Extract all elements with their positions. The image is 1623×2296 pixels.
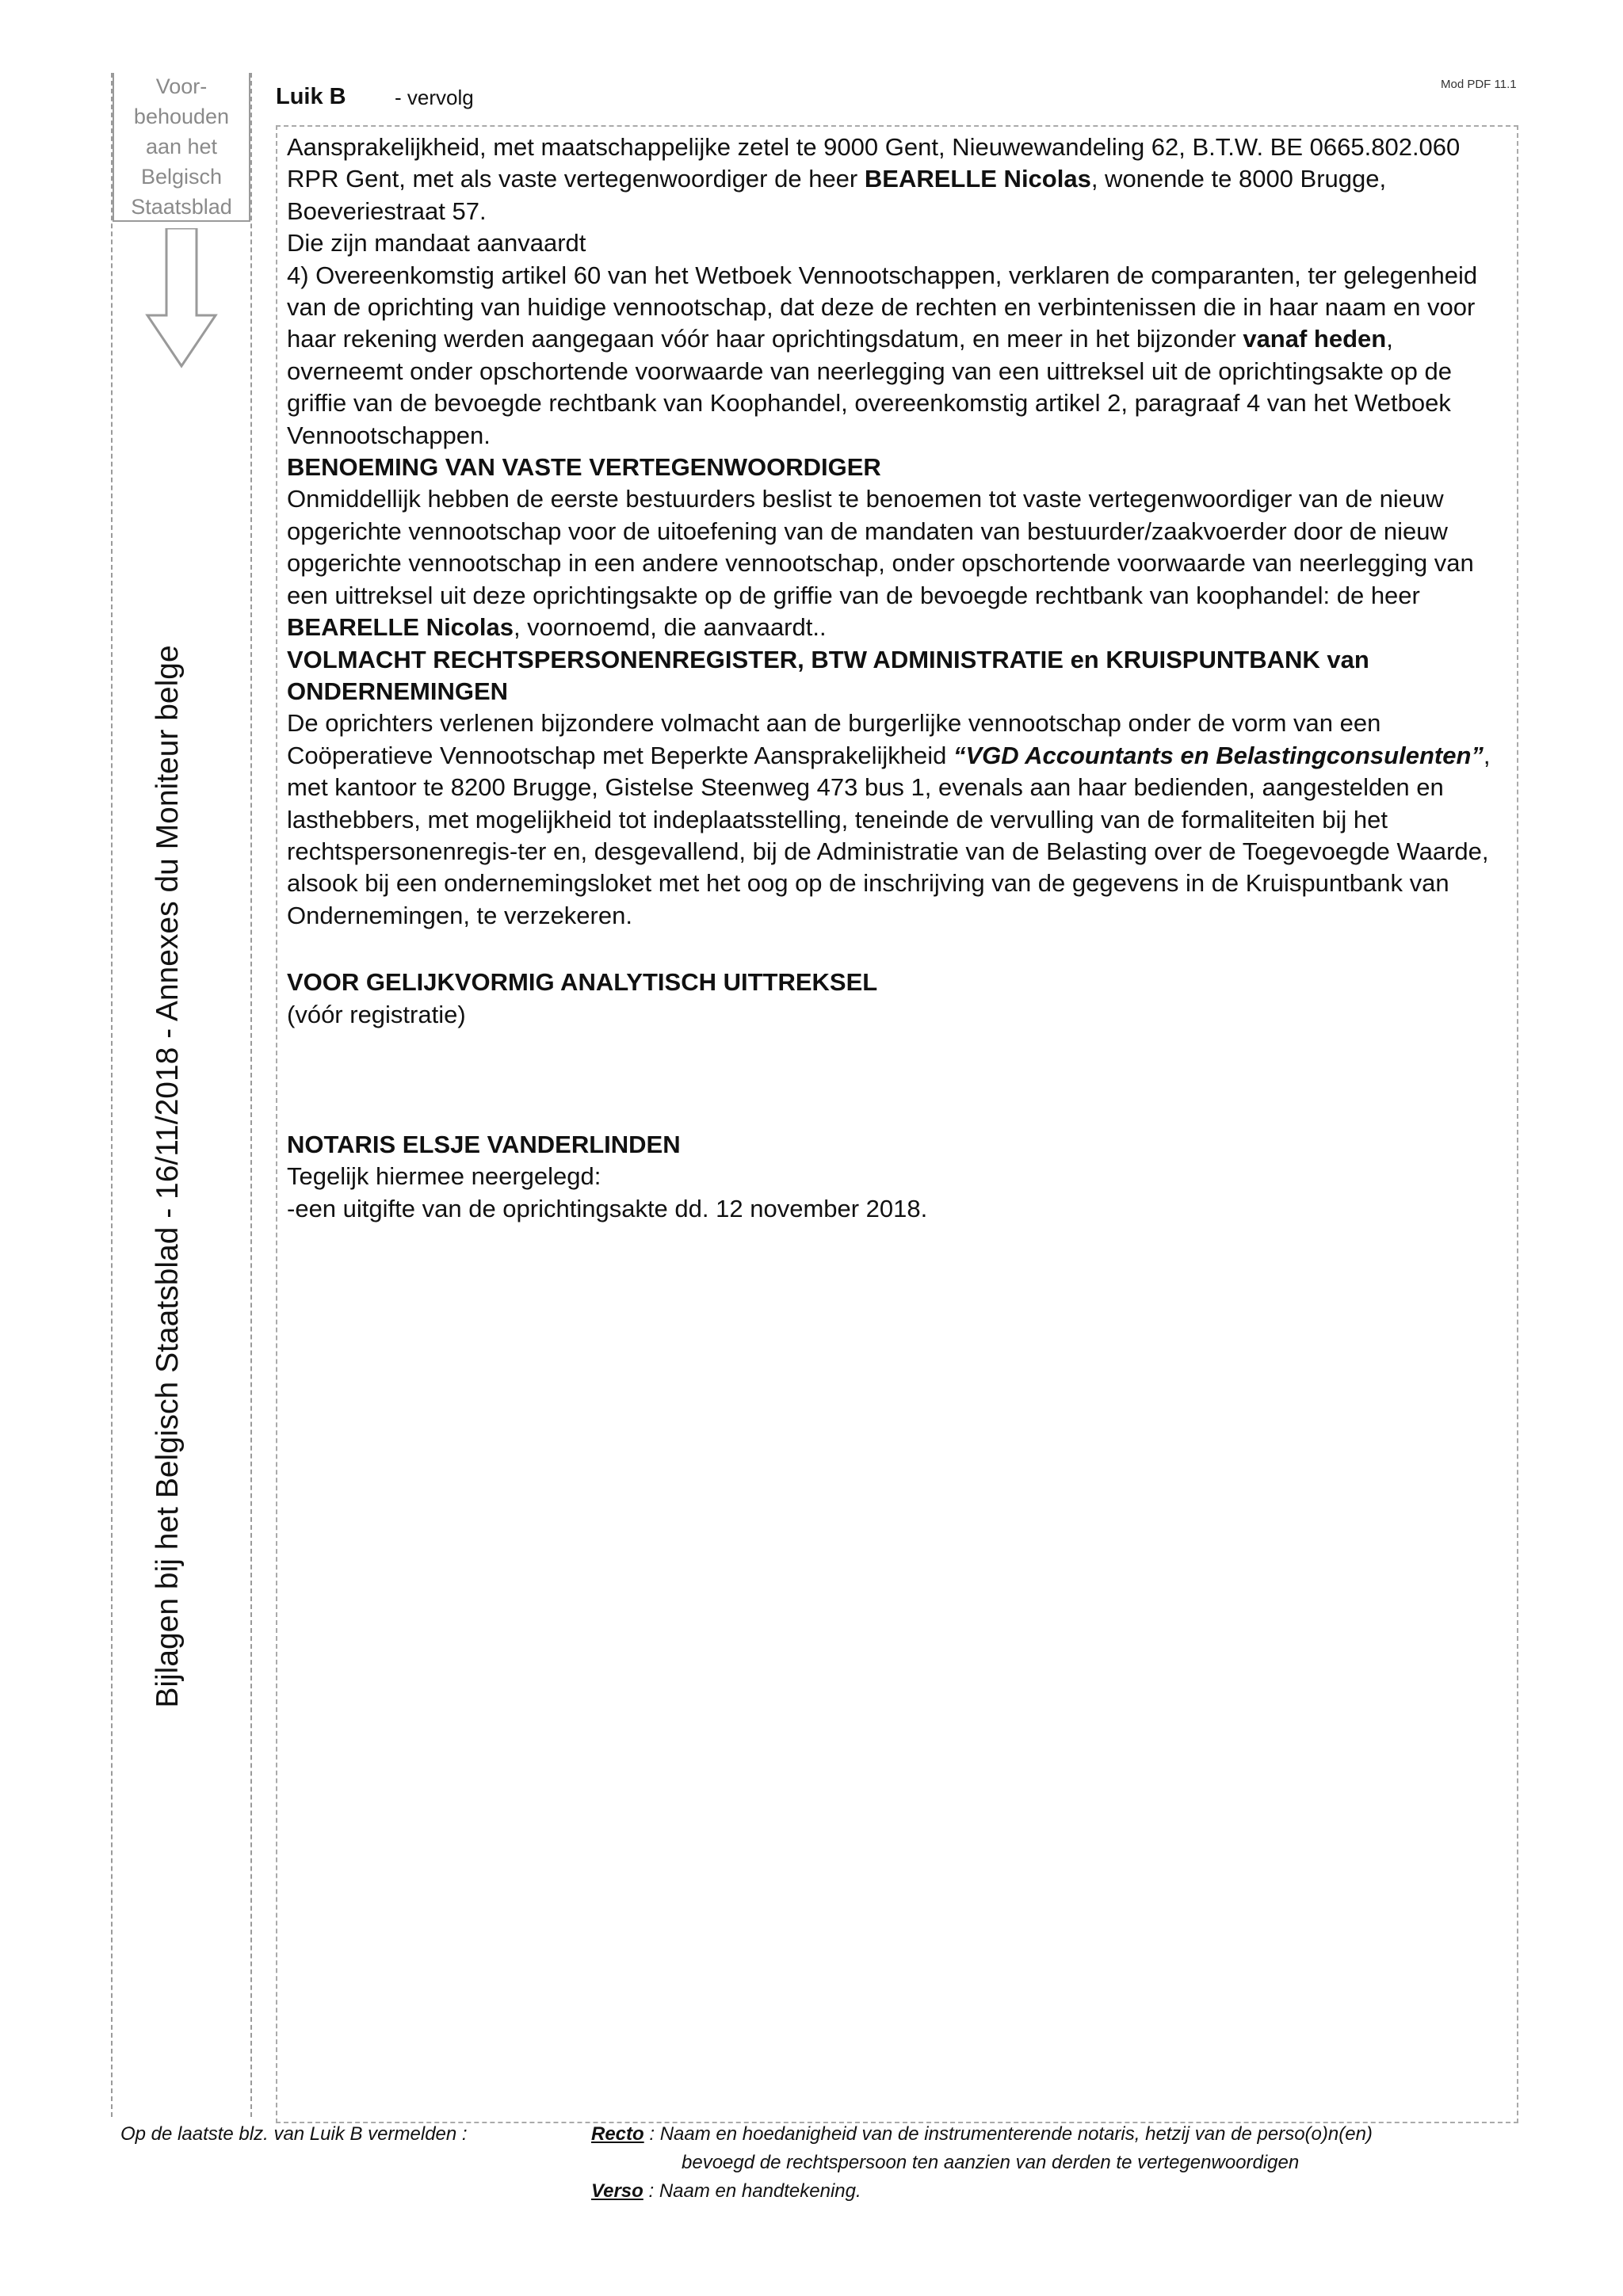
text-run: Onmiddellijk hebben de eerste bestuurders beslist te benoemen tot vaste vertegenwoordiger van de nieuw opgerichte vennootschap voor de uitoefening van de mandaten van bestuurder/zaakvoerder door de nieuw opgerichte vennootschap in een andere vennootschap, onder opschortende voorwaarde van neerlegging van een uittreksel uit deze oprichtingsakte op de griffie van de bevoegde rechtbank van koophandel: de heer — [287, 485, 1474, 609]
heading-text: BENOEMING VAN VASTE VERTEGENWOORDIGER — [287, 453, 881, 482]
paragraph-representative — [287, 132, 1515, 227]
person-name: BEARELLE Nicolas — [864, 165, 1091, 193]
text-run: 4) Overeenkomstig artikel 60 van het Wetboek Vennootschappen, verklaren de comparanten, ter gelegenheid van de oprichting van huidige vennootschap, dat deze de rechten en verbintenissen die in haar naam en voor haar rekening werden aangegaan vóór haar oprichtingsdatum, en meer in het bijzonder — [287, 261, 1478, 353]
heading-text: VOLMACHT RECHTSPERSONENREGISTER, BTW ADMINISTRATIE en KRUISPUNTBANK van ONDERNEMINGEN — [287, 645, 1369, 705]
heading-notary — [287, 1129, 1515, 1161]
verso-label: Verso — [591, 2180, 643, 2202]
footer-verso — [591, 2180, 861, 2203]
footer-recto-continued: bevoegd de rechtspersoon ten aanzien van derden te vertegenwoordigen — [682, 2152, 1300, 2173]
footer-instruction: Op de laatste blz. van Luik B vermelden : — [120, 2123, 468, 2145]
recto-label: Recto — [591, 2123, 644, 2145]
emphasis: vanaf heden — [1243, 325, 1387, 353]
company-name: “VGD Accountants en Belastingconsulenten” — [953, 741, 1484, 769]
text-run: De oprichters verlenen bijzondere volmacht aan de burgerlijke vennootschap onder de vorm van een Coöperatieve Vennootschap met Beperkte Aansprakelijkheid — [287, 709, 1381, 769]
down-arrow-icon — [144, 228, 219, 371]
text-run: , wonende te 8000 Brugge, Boeveriestraat 57. — [287, 165, 1387, 225]
text-run: Aansprakelijkheid, met maatschappelijke zetel te 9000 Gent, Nieuwewandeling 62, B.T.W. BE 0665.802.060 RPR Gent, met als vaste vertegenwoordiger de heer — [287, 133, 1461, 193]
vertical-annex-label: Bijlagen bij het Belgisch Staatsblad - 16/11/2018 - Annexes du Moniteur belge — [151, 645, 185, 1708]
text-run: , met kantoor te 8200 Brugge, Gistelse Steenweg 473 bus 1, evenals aan haar bedienden, aangestelden en lasthebbers, met mogelijkheid tot indeplaatsstelling, teneinde de vervulling van de formaliteiten bij het rechtspersonenregis-ter en, desgevallend, bij de Administratie van de Belasting over de Toegevoegde Waarde, alsook bij een ondernemingsloket met het oog op de inschrijving van de gegevens in de Kruispuntbank van Ondernemingen, te verzekeren. — [287, 741, 1491, 929]
reserved-label: Voor- behouden aan het Belgisch Staatsblad — [131, 74, 232, 219]
section-title: Luik B — [276, 84, 346, 109]
heading-extract — [287, 967, 1515, 998]
section-subtitle: - vervolg — [395, 86, 474, 109]
verso-text: : Naam en handtekening. — [643, 2180, 861, 2202]
heading-text: VOOR GELIJKVORMIG ANALYTISCH UITTREKSEL — [287, 968, 878, 997]
text-run: , overneemt onder opschortende voorwaarde van neerlegging van een uittreksel uit de oprichtingsakte op de griffie van de bevoegde rechtbank van Koophandel, overeenkomstig artikel 2, paragraaf 4 van het Wetboek Vennootschappen. — [287, 325, 1453, 449]
reserved-box — [113, 73, 250, 222]
person-name: BEARELLE Nicolas — [287, 613, 514, 642]
paragraph-appointment — [287, 483, 1515, 643]
paragraph-copy: -een uitgifte van de oprichtingsakte dd. 12 november 2018. — [287, 1194, 928, 1222]
text-run: , voornoemd, die aanvaardt.. — [513, 613, 827, 642]
deed-body — [287, 132, 1515, 1225]
paragraph-power-of-attorney — [287, 707, 1515, 932]
footer-recto — [591, 2123, 1373, 2145]
heading-appointment — [287, 452, 1515, 483]
paragraph-mandate: Die zijn mandaat aanvaardt — [287, 229, 586, 257]
paragraph-filed: Tegelijk hiermee neergelegd: — [287, 1162, 601, 1191]
paragraph-registration: (vóór registratie) — [287, 1000, 466, 1028]
heading-power-of-attorney — [287, 644, 1515, 708]
heading-text: NOTARIS ELSJE VANDERLINDEN — [287, 1130, 681, 1158]
recto-text: : Naam en hoedanigheid van de instrumenterende notaris, hetzij van de perso(o)n(en) — [643, 2123, 1373, 2145]
paragraph-article-60 — [287, 260, 1515, 452]
form-id: Mod PDF 11.1 — [1441, 78, 1517, 91]
